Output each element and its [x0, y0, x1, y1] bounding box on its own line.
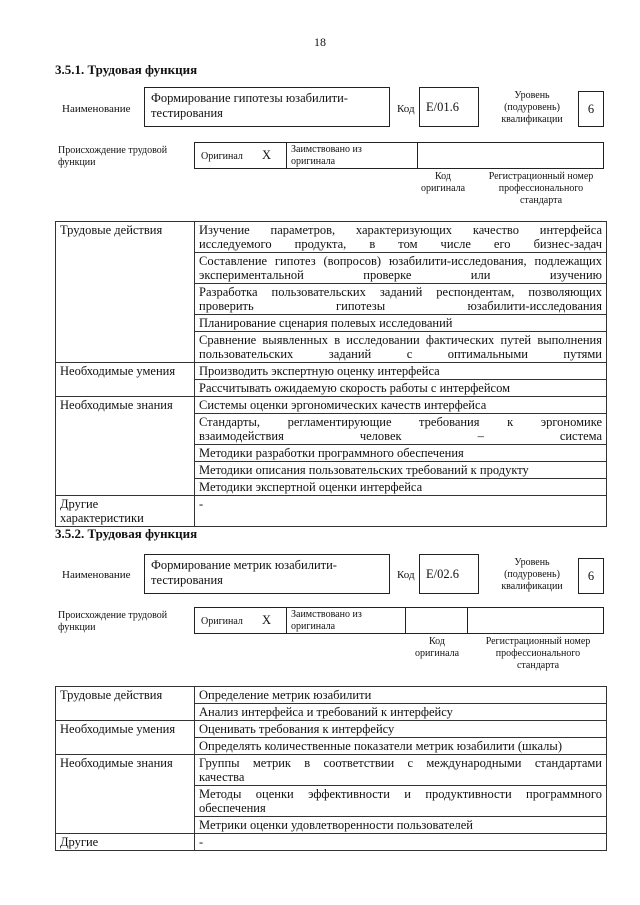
table-row	[56, 222, 607, 253]
section-1-level-label-line3: квалификации	[501, 114, 563, 125]
section-1-origin-label-line1: Происхождение трудовой	[58, 145, 168, 156]
section-2-skills-label: Необходимые умения	[56, 721, 195, 755]
section-1-knowledge-5: Методики экспертной оценки интерфейса	[195, 479, 607, 496]
section-2-name-line2: тестирования	[151, 573, 223, 587]
section-2-other-value: -	[195, 834, 607, 851]
section-2-knowledge-1	[195, 755, 607, 786]
section-1-action-2-line1: Составление гипотез (вопросов) юзабилити-исследования, подлежащих	[199, 254, 602, 268]
section-2-other-label: Другие	[56, 834, 195, 851]
section-1-borrowed-label	[291, 144, 362, 168]
section-1-level-label-line1: Уровень	[514, 90, 550, 101]
section-2-level-label-line1: Уровень	[514, 557, 550, 568]
section-1-knowledge-label: Необходимые знания	[56, 397, 195, 496]
section-1-level-label	[484, 90, 580, 126]
section-2-level-value: 6	[578, 558, 604, 594]
section-2-origin-box	[194, 607, 604, 634]
section-2-code-label: Код	[397, 569, 415, 581]
section-2-knowledge-1-line2: качества	[199, 770, 245, 784]
section-1-code-value: E/01.6	[419, 87, 479, 127]
section-1-knowledge-3: Методики разработки программного обеспечения	[195, 445, 607, 462]
section-1-other-label	[56, 496, 195, 527]
section-1-action-3-line2: проверить гипотезы юзабилити-исследования	[199, 299, 602, 313]
section-1-code-label: Код	[397, 103, 415, 115]
section-2-origin-label-line1: Происхождение трудовой	[58, 610, 168, 621]
section-1-name-label: Наименование	[62, 103, 131, 115]
section-2-knowledge-3: Метрики оценки удовлетворенности пользователей	[195, 817, 607, 834]
section-2-reg-line2: профессионального	[495, 648, 581, 659]
section-2-reg-line3: стандарта	[516, 660, 560, 671]
section-2-skill-2: Определять количественные показатели метрик юзабилити (шкалы)	[195, 738, 607, 755]
section-1-action-5-line2: пользовательских заданий с оптимальными путями	[199, 347, 602, 361]
section-1-orig-code-line1: Код	[435, 171, 451, 182]
section-2-orig-code-line2: оригинала	[414, 648, 460, 659]
section-1-original-label: Оригинал	[201, 151, 243, 162]
table-row	[56, 721, 607, 738]
section-1-other-label-line1: Другие	[60, 497, 99, 511]
section-2-action-2: Анализ интерфейса и требований к интерфейсу	[195, 704, 607, 721]
section-1-origin-label-line2: функции	[58, 157, 96, 168]
section-2-borrowed-label	[291, 609, 362, 633]
section-2-borrowed-line1: Заимствовано из	[291, 609, 362, 620]
section-1-name-line2: тестирования	[151, 106, 223, 120]
section-1-actions-label: Трудовые действия	[56, 222, 195, 363]
table-row	[56, 496, 607, 527]
section-2-name-label: Наименование	[62, 569, 131, 581]
section-2-level-label-line3: квалификации	[501, 581, 563, 592]
section-2-name-line1: Формирование метрик юзабилити-	[151, 558, 337, 572]
section-2-knowledge-1-line1: Группы метрик в соответствии с международными стандартами	[199, 756, 602, 770]
section-2-reg-caption	[472, 636, 604, 672]
section-2-heading: 3.5.2. Трудовая функция	[55, 526, 198, 541]
section-1-action-1-line1: Изучение параметров, характеризующих качество интерфейса	[199, 223, 602, 237]
section-2-level-label-line2: (подуровень)	[504, 569, 560, 580]
section-1-knowledge-4: Методики описания пользовательских требований к продукту	[195, 462, 607, 479]
section-2-knowledge-label: Необходимые знания	[56, 755, 195, 834]
table-row	[56, 834, 607, 851]
section-2-code-value: E/02.6	[419, 554, 479, 594]
section-1-action-5-line1: Сравнение выявленных в исследовании фактических путей выполнения	[199, 333, 602, 347]
section-1-original-mark: X	[262, 148, 272, 162]
section-2-knowledge-2-line2: обеспечения	[199, 801, 266, 815]
section-2-skill-1: Оценивать требования к интерфейсу	[195, 721, 607, 738]
section-1-action-3	[195, 284, 607, 315]
section-2-reg-line1: Регистрационный номер	[485, 636, 591, 647]
section-1-knowledge-1: Системы оценки эргономических качеств интерфейса	[195, 397, 607, 414]
section-1-knowledge-2-line1: Стандарты, регламентирующие требования к эргономике	[199, 415, 602, 429]
section-2-level-label	[484, 557, 580, 593]
section-1-origin-box	[194, 142, 604, 169]
section-1-level-value: 6	[578, 91, 604, 127]
section-1-orig-code-caption	[414, 171, 472, 195]
section-2-knowledge-2-line1: Методы оценки эффективности и продуктивности программного	[199, 787, 602, 801]
table-row	[56, 397, 607, 414]
section-1-action-5	[195, 332, 607, 363]
section-2-borrowed-line2: оригинала	[291, 621, 336, 632]
section-1-action-1-line2: исследуемого продукта, в том числе его бизнес-задач	[199, 237, 602, 251]
section-1-action-2-line2: экспериментальной проверке или изучению	[199, 268, 602, 282]
section-1-level-label-line2: (подуровень)	[504, 102, 560, 113]
section-1-knowledge-2	[195, 414, 607, 445]
section-2-action-1: Определение метрик юзабилити	[195, 687, 607, 704]
section-1-name-box	[144, 87, 390, 127]
section-1-origin-label	[58, 145, 167, 169]
section-1-orig-code-line2: оригинала	[420, 183, 466, 194]
section-1-action-3-line1: Разработка пользовательских заданий респондентам, позволяющих	[199, 285, 602, 299]
section-1-reg-line3: стандарта	[519, 195, 563, 206]
section-1-other-value: -	[195, 496, 607, 527]
section-2-origin-label	[58, 610, 167, 634]
section-2-name-box	[144, 554, 390, 594]
section-1-knowledge-2-line2: взаимодействия человек – система	[199, 429, 602, 443]
table-row	[56, 687, 607, 704]
section-2-knowledge-2	[195, 786, 607, 817]
section-2-details-table	[55, 686, 607, 851]
section-1-heading: 3.5.1. Трудовая функция	[55, 62, 198, 77]
section-2-original-label: Оригинал	[201, 616, 243, 627]
section-1-action-4: Планирование сценария полевых исследований	[195, 315, 607, 332]
section-2-orig-code-line1: Код	[429, 636, 445, 647]
section-1-borrowed-line2: оригинала	[291, 156, 336, 167]
section-1-skills-label: Необходимые умения	[56, 363, 195, 397]
section-1-skill-2: Рассчитывать ожидаемую скорость работы с интерфейсом	[195, 380, 607, 397]
section-1-reg-line1: Регистрационный номер	[488, 171, 594, 182]
section-1-reg-caption	[478, 171, 604, 207]
section-1-borrowed-line1: Заимствовано из	[291, 144, 362, 155]
section-1-details-table	[55, 221, 607, 527]
section-2-origin-label-line2: функции	[58, 622, 96, 633]
table-row	[56, 755, 607, 786]
section-2-orig-code-caption	[406, 636, 468, 660]
page-number: 18	[314, 35, 326, 49]
section-1-reg-line2: профессионального	[498, 183, 584, 194]
section-2-actions-label: Трудовые действия	[56, 687, 195, 721]
section-1-action-1	[195, 222, 607, 253]
table-row	[56, 363, 607, 380]
section-1-action-2	[195, 253, 607, 284]
section-1-other-label-line2: характеристики	[60, 511, 144, 525]
section-1-skill-1: Производить экспертную оценку интерфейса	[195, 363, 607, 380]
section-1-name-line1: Формирование гипотезы юзабилити-	[151, 91, 348, 105]
section-2-original-mark: X	[262, 613, 272, 627]
